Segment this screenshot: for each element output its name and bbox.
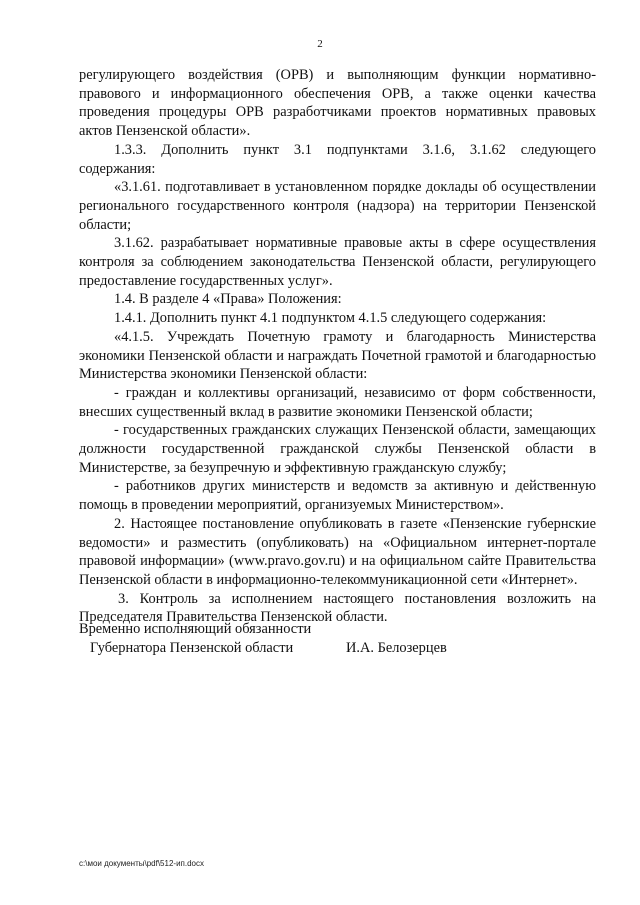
page-number: 2 — [317, 38, 323, 50]
paragraph: 2. Настоящее постановление опубликовать в газете «Пензенские губернские ведомости» и разместить (опубликовать) на «Официальном интернет-портале правовой информации» (www.pravo.gov.ru) и на официальном сайте Правительства Пензенской области в информационно-телекоммуникационной сети «Интернет». — [79, 515, 596, 588]
paragraph: 1.4. В разделе 4 «Права» Положения: — [114, 291, 342, 308]
document-body — [79, 66, 596, 627]
signature-block — [79, 620, 599, 658]
paragraph: 1.3.3. Дополнить пункт 3.1 подпунктами 3.1.6, 3.1.62 следующего содержания: — [79, 141, 596, 177]
paragraph: 1.4.1. Дополнить пункт 4.1 подпунктом 4.1.5 следующего содержания: — [114, 310, 547, 327]
paragraph: «3.1.61. подготавливает в установленном порядке доклады об осуществлении регионального государственного контроля (надзора) на территории Пензенской области; — [79, 179, 596, 233]
paragraph: - работников других министерств и ведомств за активную и действенную помощь в проведении мероприятий, организуемых Министерством». — [79, 478, 596, 514]
signer-position: Временно исполняющий обязанности — [79, 621, 312, 637]
paragraph: регулирующего воздействия (ОРВ) и выполняющим функции нормативно-правового и информационного обеспечения ОРВ, а также оценки качества проведения процедуры ОРВ разработчиками проектов нормативных правовых актов Пензенской области». — [79, 67, 596, 140]
paragraph: - государственных гражданских служащих Пензенской области, замещающих должности государственной гражданской службы Пензенской области в Министерстве, за безупречную и эффективную гражданскую службу; — [79, 422, 596, 476]
paragraph: «4.1.5. Учреждать Почетную грамоту и благодарность Министерства экономики Пензенской области и награждать Почетной грамотой и благодарностью Министерства экономики Пензенской области: — [79, 328, 596, 383]
signer-position-cont: Губернатора Пензенской области — [90, 640, 294, 656]
signer-name: И.А. Белозерцев — [346, 640, 447, 656]
paragraph: 3.1.62. разрабатывает нормативные правовые акты в сфере осуществления контроля за соблюдением законодательства Пензенской области, регулирующего предоставление государственных услуг». — [79, 235, 596, 289]
file-path: c:\мои документы\pdf\512-ип.docx — [79, 859, 204, 868]
paragraph: 3. Контроль за исполнением настоящего постановления возложить на Председателя Правительства Пензенской области. — [79, 590, 596, 626]
paragraph: - граждан и коллективы организаций, независимо от форм собственности, внесших существенный вклад в развитие экономики Пензенской области; — [79, 384, 596, 420]
